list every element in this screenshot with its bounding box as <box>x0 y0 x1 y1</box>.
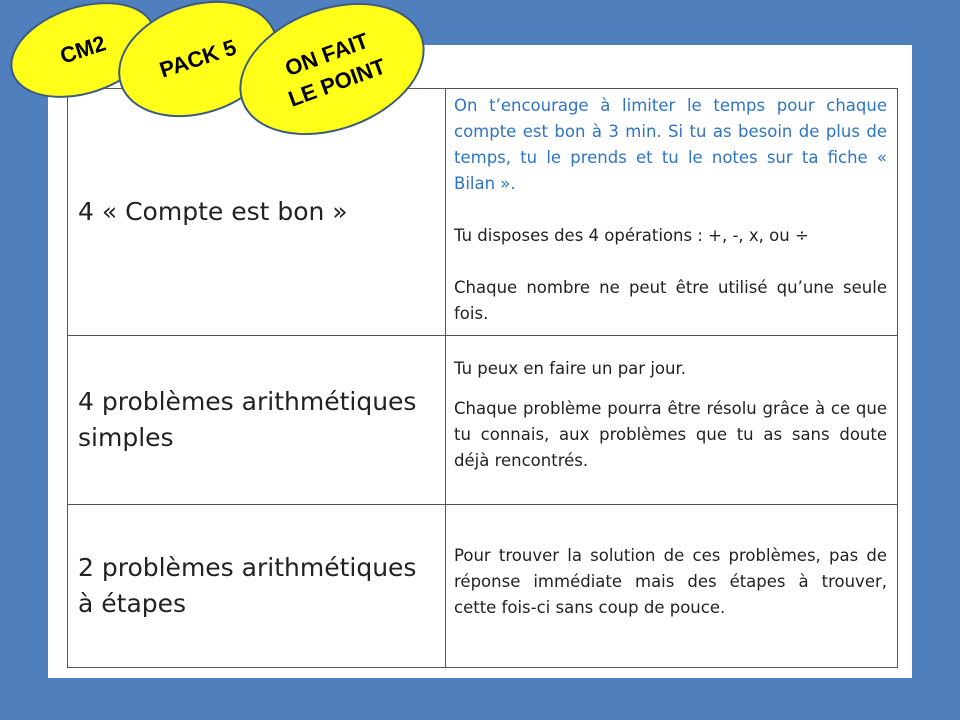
badge-label: CM2 <box>56 30 109 69</box>
badge-label: PACK 5 <box>156 34 240 83</box>
description-paragraph: On t’encourage à limiter le temps pour chaque compte est bon à 3 min. Si tu as besoin de plus de temps, tu le prends et tu le notes sur ta fiche « Bilan ». <box>454 96 887 193</box>
row-label: 4 problèmes arithmétiques simples <box>68 336 446 505</box>
activity-table <box>67 88 898 668</box>
description-paragraph: Chaque problème pourra être résolu grâce à ce que tu connais, aux problèmes que tu as sans doute déjà rencontrés. <box>454 399 887 470</box>
description-paragraph: Tu disposes des 4 opérations : +, -, x, ou ÷ <box>454 226 809 245</box>
table-row <box>68 89 898 336</box>
badge-label: ON FAIT LE POINT <box>281 27 389 112</box>
description-paragraph: Chaque nombre ne peut être utilisé qu’une seule fois. <box>454 278 887 323</box>
row-label: 2 problèmes arithmétiques à étapes <box>68 505 446 668</box>
row-label: 4 « Compte est bon » <box>68 89 446 336</box>
table-row <box>68 336 898 505</box>
row-description <box>446 505 898 668</box>
row-description <box>446 336 898 505</box>
table-row <box>68 505 898 668</box>
row-description <box>446 89 898 336</box>
description-paragraph: Tu peux en faire un par jour. <box>454 359 686 378</box>
description-paragraph: Pour trouver la solution de ces problèmes, pas de réponse immédiate mais des étapes à trouver, cette fois-ci sans coup de pouce. <box>454 546 887 617</box>
